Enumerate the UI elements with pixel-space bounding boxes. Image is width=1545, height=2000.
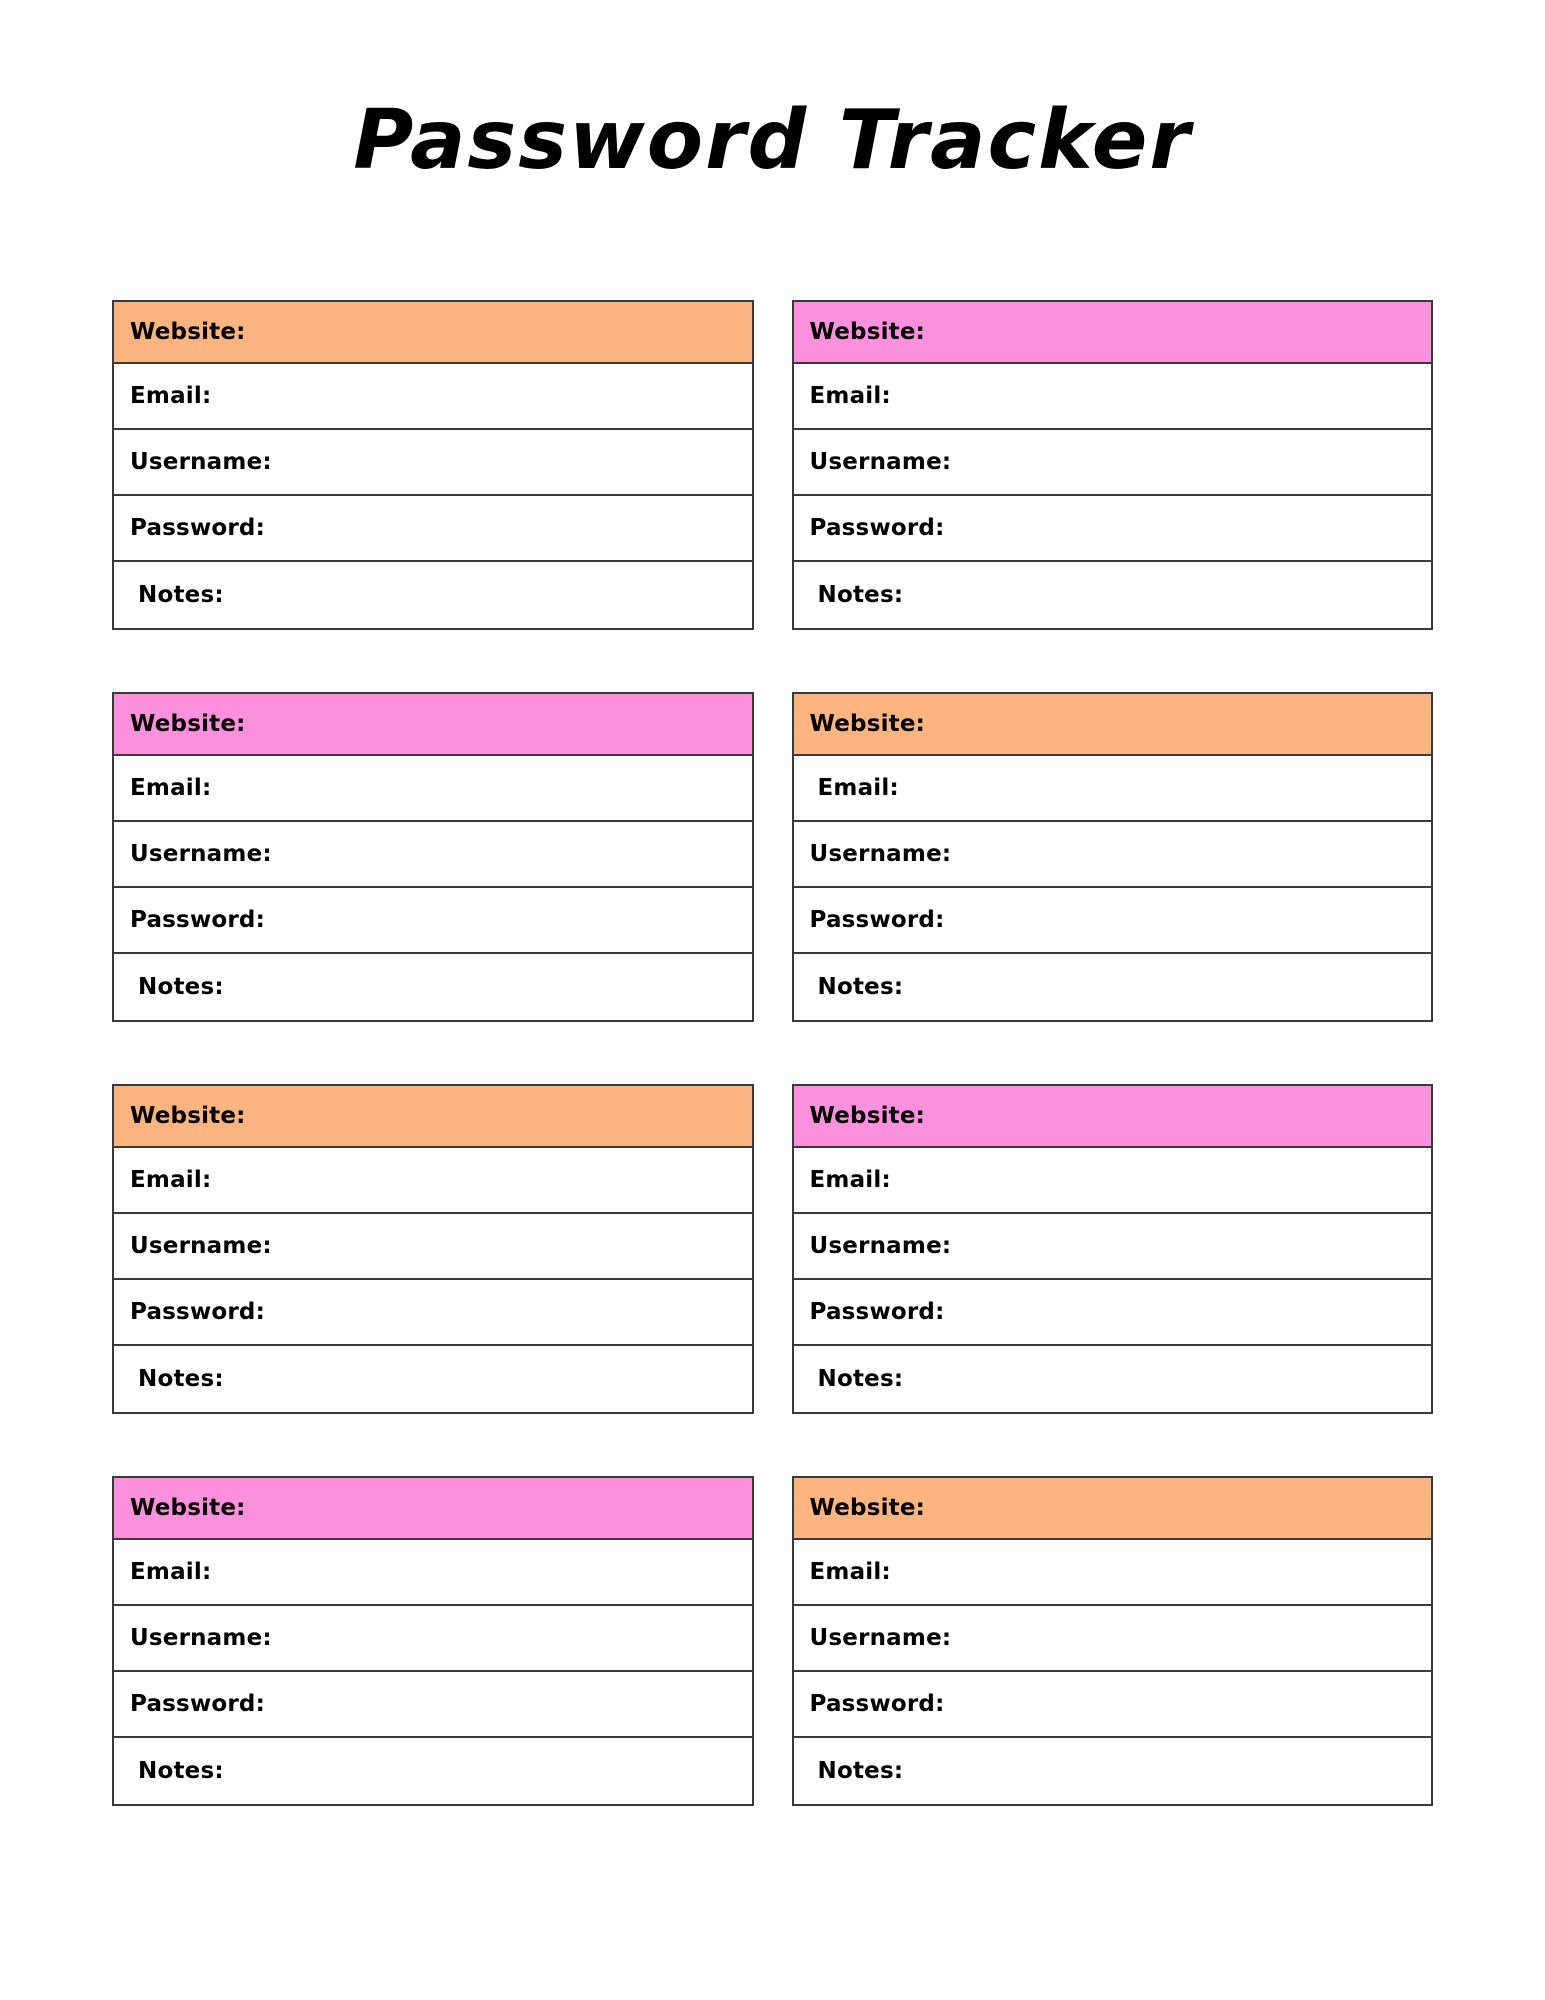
notes-row[interactable] xyxy=(794,562,1432,628)
password-row[interactable] xyxy=(114,1280,752,1346)
password-label: Password: xyxy=(130,514,265,541)
password-card-grid xyxy=(0,300,1545,1806)
notes-label: Notes: xyxy=(138,581,224,608)
notes-label: Notes: xyxy=(138,973,224,1000)
email-row[interactable] xyxy=(114,1148,752,1214)
email-row[interactable] xyxy=(794,364,1432,430)
username-row[interactable] xyxy=(794,430,1432,496)
notes-row[interactable] xyxy=(114,954,752,1020)
password-row[interactable] xyxy=(794,1280,1432,1346)
password-card xyxy=(792,300,1434,630)
password-label: Password: xyxy=(809,1690,945,1717)
password-row[interactable] xyxy=(114,496,752,562)
website-label: Website: xyxy=(809,1494,926,1521)
page-title: Password Tracker xyxy=(353,93,1192,188)
password-row[interactable] xyxy=(794,496,1432,562)
password-card xyxy=(792,692,1434,1022)
email-row[interactable] xyxy=(114,364,752,430)
email-label: Email: xyxy=(130,382,212,409)
notes-row[interactable] xyxy=(114,562,752,628)
username-label: Username: xyxy=(130,1624,272,1651)
website-row[interactable] xyxy=(794,1478,1432,1540)
password-card xyxy=(112,692,754,1022)
password-card xyxy=(792,1084,1434,1414)
password-card xyxy=(112,1476,754,1806)
email-row[interactable] xyxy=(794,756,1432,822)
notes-label: Notes: xyxy=(817,973,904,1000)
password-row[interactable] xyxy=(794,888,1432,954)
username-row[interactable] xyxy=(114,430,752,496)
password-card xyxy=(112,300,754,630)
password-label: Password: xyxy=(130,1298,265,1325)
notes-label: Notes: xyxy=(817,581,904,608)
email-label: Email: xyxy=(809,1558,891,1585)
username-label: Username: xyxy=(130,840,272,867)
username-label: Username: xyxy=(130,1232,272,1259)
username-row[interactable] xyxy=(794,822,1432,888)
website-label: Website: xyxy=(809,1102,926,1129)
website-label: Website: xyxy=(130,1102,246,1129)
username-label: Username: xyxy=(809,1624,952,1651)
email-row[interactable] xyxy=(794,1540,1432,1606)
notes-row[interactable] xyxy=(114,1738,752,1804)
username-row[interactable] xyxy=(794,1606,1432,1672)
password-label: Password: xyxy=(809,514,945,541)
notes-label: Notes: xyxy=(138,1757,224,1784)
website-row[interactable] xyxy=(114,302,752,364)
email-label: Email: xyxy=(130,1166,212,1193)
password-row[interactable] xyxy=(114,1672,752,1738)
website-row[interactable] xyxy=(794,694,1432,756)
password-card xyxy=(112,1084,754,1414)
notes-row[interactable] xyxy=(794,1738,1432,1804)
password-card xyxy=(792,1476,1434,1806)
username-row[interactable] xyxy=(114,1214,752,1280)
username-row[interactable] xyxy=(794,1214,1432,1280)
email-label: Email: xyxy=(809,382,891,409)
email-label: Email: xyxy=(130,774,212,801)
website-label: Website: xyxy=(809,318,926,345)
website-label: Website: xyxy=(130,318,246,345)
website-row[interactable] xyxy=(114,1086,752,1148)
website-row[interactable] xyxy=(794,1086,1432,1148)
username-row[interactable] xyxy=(114,1606,752,1672)
password-label: Password: xyxy=(130,906,265,933)
notes-row[interactable] xyxy=(794,954,1432,1020)
username-label: Username: xyxy=(809,1232,952,1259)
password-label: Password: xyxy=(809,1298,945,1325)
email-row[interactable] xyxy=(794,1148,1432,1214)
password-label: Password: xyxy=(809,906,945,933)
username-row[interactable] xyxy=(114,822,752,888)
website-label: Website: xyxy=(130,710,246,737)
username-label: Username: xyxy=(130,448,272,475)
notes-label: Notes: xyxy=(817,1757,904,1784)
username-label: Username: xyxy=(809,840,952,867)
website-label: Website: xyxy=(809,710,926,737)
email-row[interactable] xyxy=(114,1540,752,1606)
notes-label: Notes: xyxy=(138,1365,224,1392)
username-label: Username: xyxy=(809,448,952,475)
website-row[interactable] xyxy=(114,1478,752,1540)
password-row[interactable] xyxy=(794,1672,1432,1738)
website-row[interactable] xyxy=(794,302,1432,364)
email-label: Email: xyxy=(809,1166,891,1193)
notes-label: Notes: xyxy=(817,1365,904,1392)
website-row[interactable] xyxy=(114,694,752,756)
notes-row[interactable] xyxy=(794,1346,1432,1412)
password-label: Password: xyxy=(130,1690,265,1717)
notes-row[interactable] xyxy=(114,1346,752,1412)
password-row[interactable] xyxy=(114,888,752,954)
email-row[interactable] xyxy=(114,756,752,822)
email-label: Email: xyxy=(130,1558,212,1585)
website-label: Website: xyxy=(130,1494,246,1521)
email-label: Email: xyxy=(817,774,899,801)
